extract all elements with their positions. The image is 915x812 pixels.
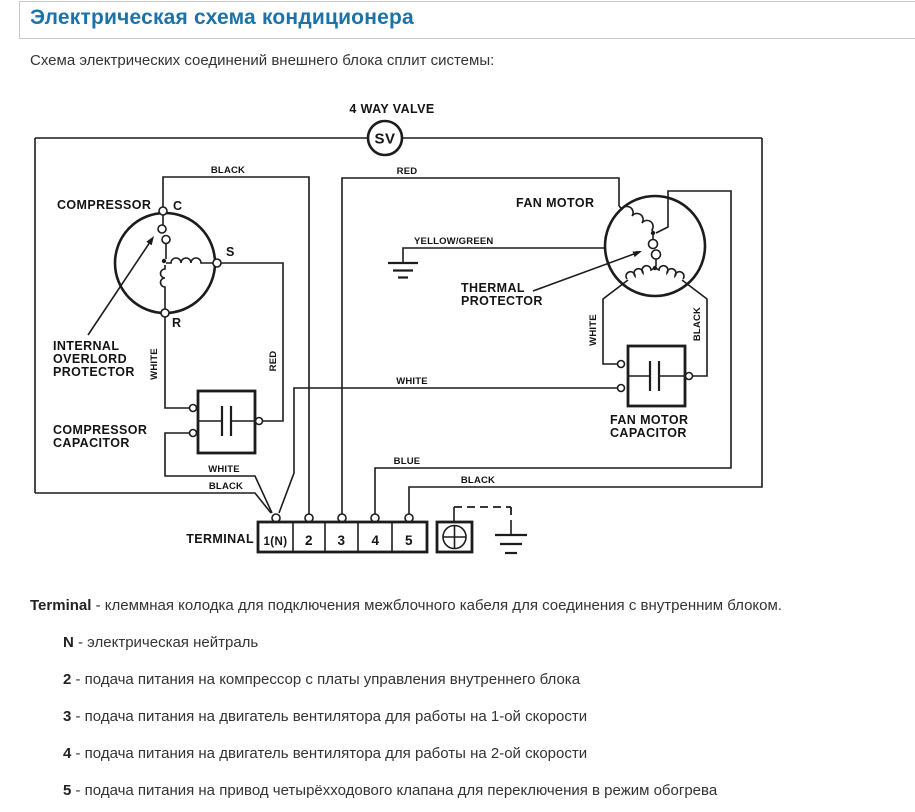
internal-overload-protector-callout xyxy=(53,236,154,379)
legend-intro-text: - клеммная колодка для подключения межблочного кабеля для соединения с внутренним блоком. xyxy=(95,597,782,614)
thermal-protector-callout xyxy=(461,251,642,308)
legend-item-n xyxy=(63,635,915,651)
legend-key: 4 xyxy=(63,745,72,762)
wire-label-blue: BLUE xyxy=(393,456,421,467)
arrow-up-icon xyxy=(146,236,154,245)
legend-item-4 xyxy=(63,746,915,762)
solenoid-valve-symbol: SV xyxy=(374,130,396,148)
wire-label-white-fan-line: WHITE xyxy=(396,376,428,387)
four-way-valve-label: 4 WAY VALVE xyxy=(349,102,435,116)
legend-key: 3 xyxy=(63,708,72,725)
wire-label-white-neutral: WHITE xyxy=(208,464,240,475)
terminal-cell-5: 5 xyxy=(405,533,413,548)
compressor-terminal-s: S xyxy=(226,245,235,259)
legend-item-5 xyxy=(63,783,915,799)
legend-intro xyxy=(30,598,915,614)
fan-motor-capacitor xyxy=(610,346,693,440)
wire-label-red-compressor: RED xyxy=(268,350,279,372)
fan-motor xyxy=(516,196,705,296)
wire-label-black-neutral: BLACK xyxy=(208,481,244,492)
ground-screw xyxy=(437,522,472,552)
terminal-label: TERMINAL xyxy=(186,532,254,546)
fan-capacitor-label-2: CAPACITOR xyxy=(610,426,687,440)
terminal-cell-2: 2 xyxy=(305,533,313,548)
compressor-terminal-c: C xyxy=(173,199,183,213)
terminal-cell-4: 4 xyxy=(371,533,380,548)
legend-text: - электрическая нейтраль xyxy=(78,634,259,651)
terminal-cell-3: 3 xyxy=(337,533,346,548)
fan-motor-label: FAN MOTOR xyxy=(516,196,595,210)
fan-capacitor-label-1: FAN MOTOR xyxy=(610,413,689,427)
wire-label-red-top: RED xyxy=(396,166,418,177)
compressor-terminal-r: R xyxy=(172,316,182,330)
legend-key: N xyxy=(63,634,74,651)
compressor-label: COMPRESSOR xyxy=(57,198,152,212)
wire-label-black-valve: BLACK xyxy=(460,475,496,486)
wire-label-black-fan: BLACK xyxy=(692,306,703,342)
wiring-diagram xyxy=(0,83,915,580)
legend-item-3 xyxy=(63,709,915,725)
wire-labels xyxy=(149,165,703,492)
legend-item-2 xyxy=(63,672,915,688)
wire-label-black-top: BLACK xyxy=(210,165,246,176)
thermal-protector-label-1: THERMAL xyxy=(461,281,525,295)
four-way-valve xyxy=(349,102,434,155)
thermal-protector-label-2: PROTECTOR xyxy=(461,294,543,308)
compressor-capacitor-label-1: COMPRESSOR xyxy=(53,423,148,437)
earth-ground xyxy=(454,507,527,553)
terminal-cell-1n: 1(N) xyxy=(263,536,288,548)
legend-text: - подача питания на привод четырёхходового клапана для переключения в режим обогрева xyxy=(75,782,718,799)
legend xyxy=(30,598,915,799)
internal-protector-label-1: INTERNAL xyxy=(53,339,120,353)
internal-protector-label-3: PROTECTOR xyxy=(53,365,135,379)
legend-text: - подача питания на двигатель вентилятора для работы на 2-ой скорости xyxy=(75,745,588,762)
legend-key: 5 xyxy=(63,782,72,799)
compressor-capacitor-label-2: CAPACITOR xyxy=(53,436,130,450)
wire-label-white-fan: WHITE xyxy=(588,314,599,346)
legend-text: - подача питания на компрессор с платы управления внутреннего блока xyxy=(75,671,581,688)
legend-intro-term: Terminal xyxy=(30,597,92,614)
page-title: Электрическая схема кондиционера xyxy=(30,6,414,29)
page-header xyxy=(19,1,915,39)
legend-text: - подача питания на двигатель вентилятора для работы на 1-ой скорости xyxy=(75,708,588,725)
wire-label-yellow-green: YELLOW/GREEN xyxy=(414,236,494,247)
arrow-right-icon xyxy=(632,251,642,257)
subtitle: Схема электрических соединений внешнего блока сплит системы: xyxy=(30,52,495,69)
compressor xyxy=(57,198,235,330)
internal-protector-label-2: OVERLORD xyxy=(53,352,128,366)
compressor-capacitor xyxy=(53,391,263,453)
terminal-block xyxy=(186,514,427,552)
wire-label-white-compressor: WHITE xyxy=(149,348,160,380)
legend-key: 2 xyxy=(63,671,72,688)
